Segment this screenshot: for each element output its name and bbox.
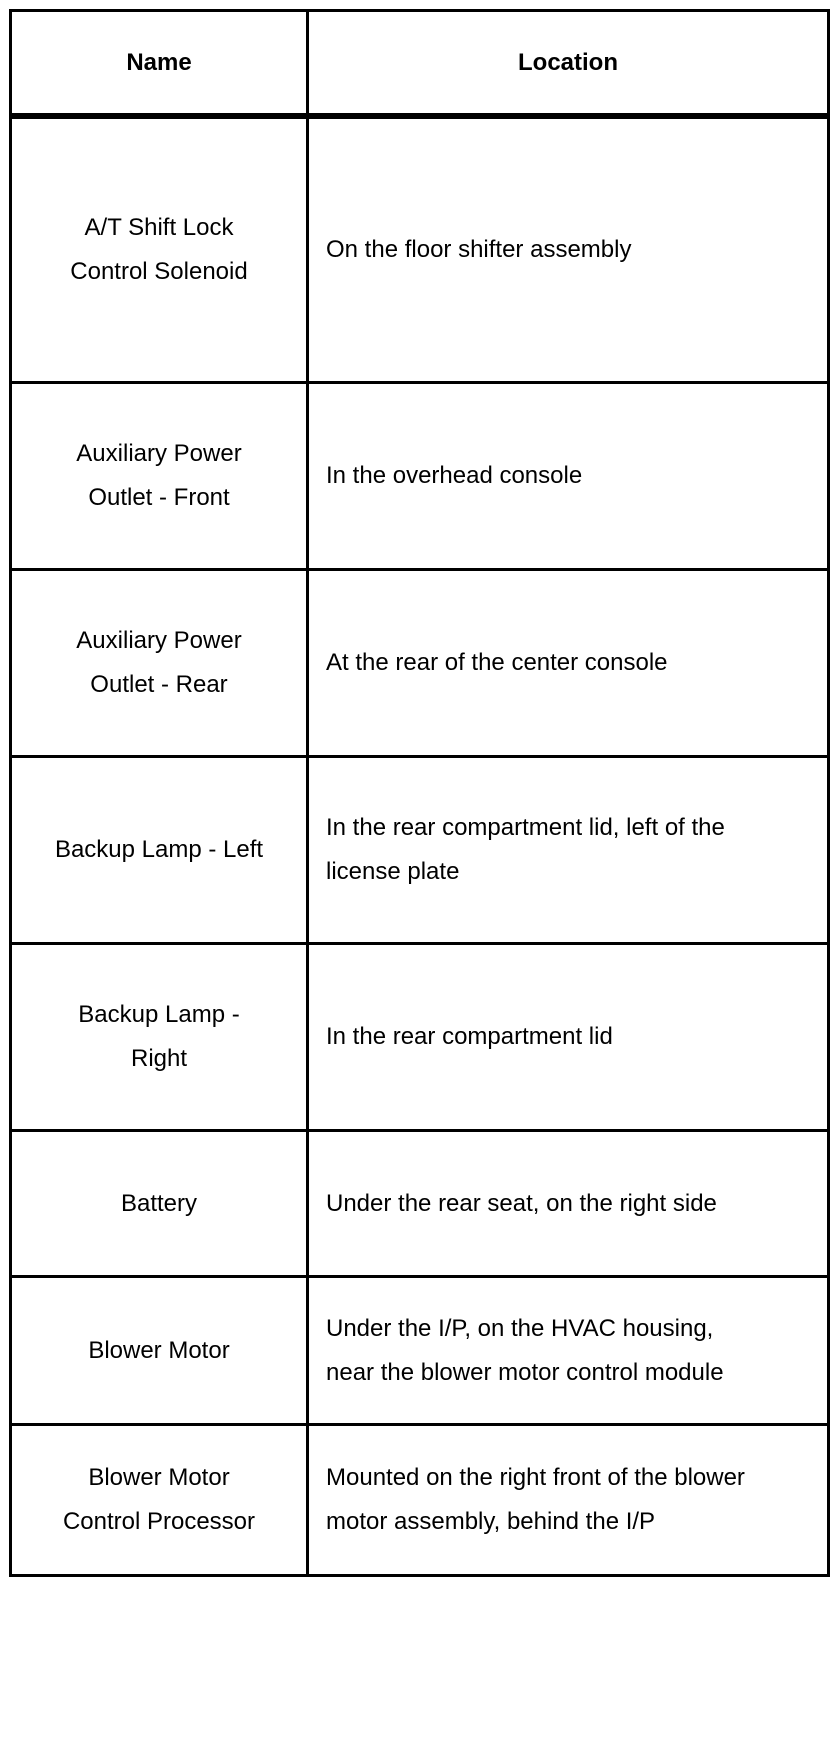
row-name: [12, 384, 309, 568]
row-name-text: Auxiliary Power Outlet - Front: [76, 440, 242, 511]
row-location: [309, 384, 827, 568]
row-location-text: On the floor shifter assembly: [326, 236, 632, 263]
table-header-row: [12, 12, 827, 119]
row-name: [12, 945, 309, 1129]
row-name-text: Auxiliary Power Outlet - Rear: [76, 627, 242, 698]
component-location-table: [9, 9, 830, 1577]
row-name-text: Backup Lamp - Right: [78, 1001, 240, 1072]
row-location-text: Under the I/P, on the HVAC housing, near the blower motor control module: [326, 1314, 724, 1386]
row-location: [309, 119, 827, 381]
row-location: [309, 1278, 827, 1423]
row-location: [309, 571, 827, 755]
row-name: [12, 1132, 309, 1275]
row-location: [309, 1132, 827, 1275]
row-location-text: In the rear compartment lid: [326, 1023, 613, 1050]
row-name: [12, 119, 309, 381]
table-row: [12, 1132, 827, 1278]
row-location-text: At the rear of the center console: [326, 649, 668, 676]
row-location-text: In the overhead console: [326, 462, 583, 489]
row-name: [12, 571, 309, 755]
table-row: [12, 945, 827, 1132]
row-location-text: Under the rear seat, on the right side: [326, 1189, 717, 1217]
header-location: Location: [518, 48, 618, 76]
row-location-text: Mounted on the right front of the blower motor assembly, behind the I/P: [326, 1464, 745, 1535]
row-name-text: Backup Lamp - Left: [54, 836, 264, 863]
row-name: [12, 1278, 309, 1423]
table-row: [12, 758, 827, 945]
row-name: [12, 1426, 309, 1574]
row-name-text: Blower Motor Control Processor: [62, 1464, 256, 1535]
table-row: [12, 1426, 827, 1574]
table-row: [12, 384, 827, 571]
row-location: [309, 758, 827, 942]
row-name-text: A/T Shift Lock Control Solenoid: [70, 214, 248, 285]
row-name: [12, 758, 309, 942]
table-row: [12, 571, 827, 758]
row-location: [309, 1426, 827, 1574]
row-name-text: Battery: [120, 1189, 198, 1217]
row-location: [309, 945, 827, 1129]
row-name-text: Blower Motor: [88, 1336, 230, 1364]
table-row: [12, 1278, 827, 1426]
row-location-text: In the rear compartment lid, left of the license plate: [326, 814, 725, 885]
header-name: Name: [12, 12, 309, 113]
table-row: [12, 119, 827, 384]
